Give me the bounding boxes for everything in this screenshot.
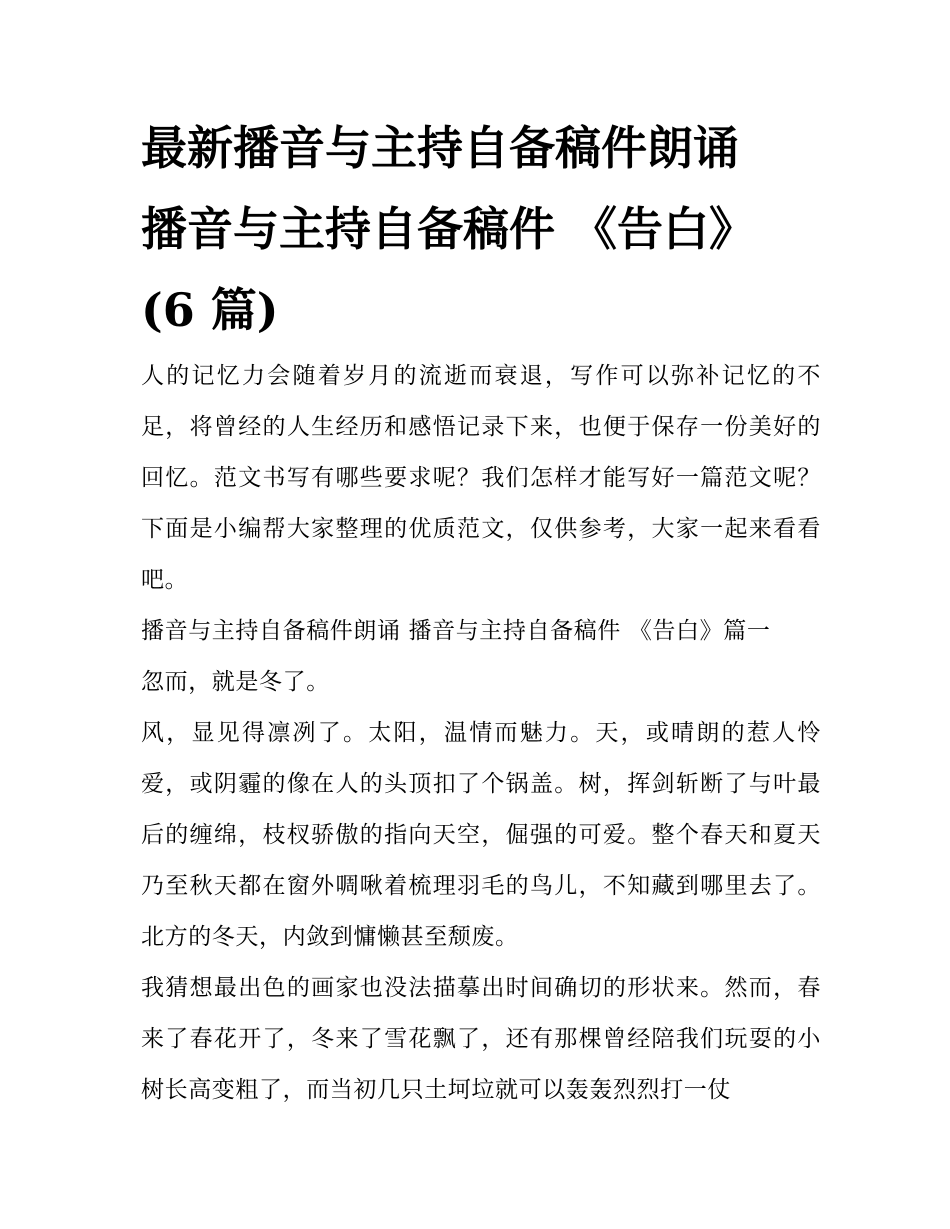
body-paragraph: 风，显见得凛冽了。太阳，温情而魅力。天，或晴朗的惹人怜爱，或阴霾的像在人的头顶扣了个锅盖。树，挥剑斩断了与叶最后的缠绵，枝杈骄傲的指向天空，倔强的可爱。整个春天和夏天乃至秋天都在窗外啁啾着梳理羽毛的鸟儿，不知藏到哪里去了。北方的冬天，内敛到慵懒甚至颓废。: [141, 720, 821, 950]
intro-paragraph: 人的记忆力会随着岁月的流逝而衰退，写作可以弥补记忆的不足，将曾经的人生经历和感悟记录下来，也便于保存一份美好的回忆。范文书写有哪些要求呢？我们怎样才能写好一篇范文呢？下面是小编帮大家整理的优质范文，仅供参考，大家一起来看看吧。: [141, 363, 821, 593]
title-line-3: (6 篇): [141, 283, 279, 337]
document-body: [141, 108, 821, 1116]
title-line-2: 播音与主持自备稿件 《告白》: [141, 202, 756, 256]
section-heading: 播音与主持自备稿件朗诵 播音与主持自备稿件 《告白》篇一: [141, 618, 771, 644]
document-title: [141, 108, 821, 351]
body-paragraph: 我猜想最出色的画家也没法描摹出时间确切的形状来。然而，春来了春花开了，冬来了雪花飘了，还有那棵曾经陪我们玩耍的小树长高变粗了，而当初几只土坷垃就可以轰轰烈烈打一仗: [141, 975, 821, 1103]
title-line-1: 最新播音与主持自备稿件朗诵: [141, 121, 739, 175]
body-paragraph: 忽而，就是冬了。: [141, 669, 330, 695]
